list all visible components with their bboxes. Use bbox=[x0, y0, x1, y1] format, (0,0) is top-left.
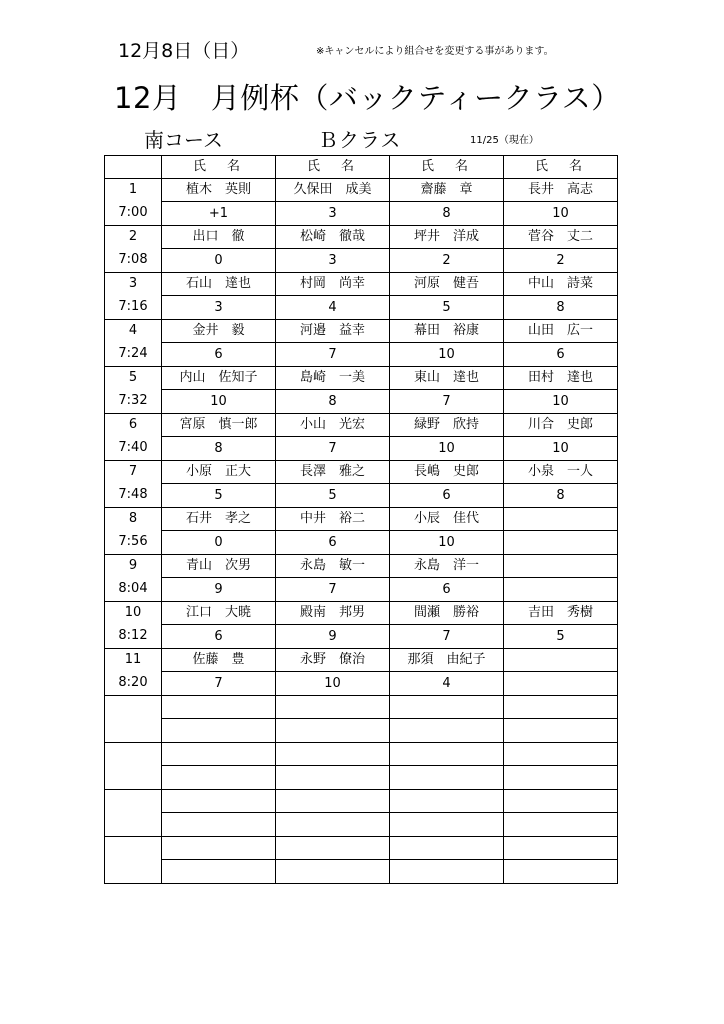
player-handicap: 4 bbox=[390, 672, 504, 696]
player-handicap bbox=[504, 860, 618, 884]
tee-time bbox=[105, 860, 162, 884]
player-name bbox=[390, 743, 504, 766]
player-handicap: 5 bbox=[390, 296, 504, 320]
group-row-handicaps bbox=[105, 860, 618, 884]
player-handicap bbox=[162, 719, 276, 743]
player-name: 川合 史郎 bbox=[504, 414, 618, 437]
player-name bbox=[504, 743, 618, 766]
group-row-handicaps bbox=[105, 766, 618, 790]
group-row-handicaps bbox=[105, 672, 618, 696]
name-header: 氏 名 bbox=[504, 156, 618, 179]
tee-time: 7:00 bbox=[105, 202, 162, 226]
player-handicap: 6 bbox=[162, 343, 276, 367]
player-name: 山田 広一 bbox=[504, 320, 618, 343]
player-name bbox=[276, 743, 390, 766]
tee-time bbox=[105, 719, 162, 743]
group-row-names bbox=[105, 743, 618, 766]
group-row-handicaps bbox=[105, 296, 618, 320]
tee-time: 8:12 bbox=[105, 625, 162, 649]
tee-time: 7:24 bbox=[105, 343, 162, 367]
player-handicap bbox=[276, 813, 390, 837]
player-handicap: 10 bbox=[276, 672, 390, 696]
player-name bbox=[504, 696, 618, 719]
player-name: 中井 裕二 bbox=[276, 508, 390, 531]
group-number: 3 bbox=[105, 273, 162, 296]
group-header-cell bbox=[105, 156, 162, 179]
group-number: 2 bbox=[105, 226, 162, 249]
player-name: 小原 正大 bbox=[162, 461, 276, 484]
player-name: 植木 英則 bbox=[162, 179, 276, 202]
player-handicap bbox=[390, 766, 504, 790]
group-number: 1 bbox=[105, 179, 162, 202]
player-name: 佐藤 豊 bbox=[162, 649, 276, 672]
player-name: 青山 次男 bbox=[162, 555, 276, 578]
player-name: 村岡 尚幸 bbox=[276, 273, 390, 296]
player-name bbox=[162, 743, 276, 766]
player-name bbox=[162, 790, 276, 813]
player-handicap: 5 bbox=[162, 484, 276, 508]
player-handicap: 3 bbox=[162, 296, 276, 320]
as-of-date: 11/25（現在） bbox=[470, 135, 539, 146]
group-row-names bbox=[105, 179, 618, 202]
player-name: 小泉 一人 bbox=[504, 461, 618, 484]
group-number bbox=[105, 790, 162, 813]
tee-time: 7:40 bbox=[105, 437, 162, 461]
player-name: 石井 孝之 bbox=[162, 508, 276, 531]
player-handicap bbox=[390, 719, 504, 743]
group-number: 5 bbox=[105, 367, 162, 390]
tee-time: 7:16 bbox=[105, 296, 162, 320]
tee-time: 7:56 bbox=[105, 531, 162, 555]
player-name: 緑野 欣持 bbox=[390, 414, 504, 437]
group-row-names bbox=[105, 602, 618, 625]
player-handicap bbox=[504, 672, 618, 696]
player-name: 石山 達也 bbox=[162, 273, 276, 296]
group-row-handicaps bbox=[105, 578, 618, 602]
player-name: 坪井 洋成 bbox=[390, 226, 504, 249]
event-date: 12月8日（日） bbox=[118, 40, 250, 62]
group-row-handicaps bbox=[105, 625, 618, 649]
player-handicap bbox=[162, 860, 276, 884]
name-header: 氏 名 bbox=[162, 156, 276, 179]
group-row-names bbox=[105, 555, 618, 578]
group-number: 9 bbox=[105, 555, 162, 578]
group-row-handicaps bbox=[105, 202, 618, 226]
group-row-handicaps bbox=[105, 249, 618, 273]
group-number: 7 bbox=[105, 461, 162, 484]
group-number bbox=[105, 837, 162, 860]
group-number: 6 bbox=[105, 414, 162, 437]
player-handicap: 9 bbox=[276, 625, 390, 649]
player-name bbox=[390, 790, 504, 813]
player-handicap bbox=[390, 860, 504, 884]
player-handicap bbox=[504, 719, 618, 743]
player-handicap bbox=[276, 860, 390, 884]
group-row-names bbox=[105, 837, 618, 860]
player-name: 長嶋 史郎 bbox=[390, 461, 504, 484]
player-handicap: 3 bbox=[276, 249, 390, 273]
table-header-row bbox=[105, 156, 618, 179]
player-handicap bbox=[504, 813, 618, 837]
player-handicap bbox=[390, 813, 504, 837]
player-handicap bbox=[504, 531, 618, 555]
tee-time: 8:20 bbox=[105, 672, 162, 696]
player-handicap: 0 bbox=[162, 531, 276, 555]
group-number: 4 bbox=[105, 320, 162, 343]
player-name: 齋藤 章 bbox=[390, 179, 504, 202]
group-row-handicaps bbox=[105, 343, 618, 367]
player-handicap: 10 bbox=[162, 390, 276, 414]
player-handicap bbox=[162, 813, 276, 837]
group-number: 10 bbox=[105, 602, 162, 625]
player-handicap: 6 bbox=[390, 578, 504, 602]
player-name: 宮原 慎一郎 bbox=[162, 414, 276, 437]
player-name: 間瀬 勝裕 bbox=[390, 602, 504, 625]
player-handicap: +1 bbox=[162, 202, 276, 226]
player-handicap bbox=[162, 766, 276, 790]
group-row-handicaps bbox=[105, 390, 618, 414]
player-handicap: 7 bbox=[276, 437, 390, 461]
player-name: 内山 佐知子 bbox=[162, 367, 276, 390]
player-name bbox=[504, 790, 618, 813]
player-handicap: 9 bbox=[162, 578, 276, 602]
group-number: 8 bbox=[105, 508, 162, 531]
player-handicap: 8 bbox=[162, 437, 276, 461]
player-name bbox=[390, 837, 504, 860]
name-header: 氏 名 bbox=[276, 156, 390, 179]
name-header: 氏 名 bbox=[390, 156, 504, 179]
player-name: 長澤 雅之 bbox=[276, 461, 390, 484]
player-name bbox=[504, 508, 618, 531]
cancellation-note: ※キャンセルにより組合せを変更する事があります。 bbox=[316, 46, 554, 57]
player-name bbox=[276, 790, 390, 813]
class-name: Ｂクラス bbox=[318, 128, 402, 152]
player-handicap: 5 bbox=[504, 625, 618, 649]
player-handicap: 7 bbox=[162, 672, 276, 696]
player-handicap bbox=[504, 766, 618, 790]
group-row-handicaps bbox=[105, 813, 618, 837]
player-name: 永野 僚治 bbox=[276, 649, 390, 672]
group-row-names bbox=[105, 649, 618, 672]
player-handicap: 5 bbox=[276, 484, 390, 508]
player-handicap: 2 bbox=[390, 249, 504, 273]
group-row-names bbox=[105, 461, 618, 484]
tee-time: 8:04 bbox=[105, 578, 162, 602]
pairings-table bbox=[104, 155, 618, 884]
player-name bbox=[504, 837, 618, 860]
player-name bbox=[162, 696, 276, 719]
player-name: 河邉 益幸 bbox=[276, 320, 390, 343]
tee-time bbox=[105, 813, 162, 837]
group-row-names bbox=[105, 790, 618, 813]
group-row-names bbox=[105, 414, 618, 437]
player-name: 中山 詩菜 bbox=[504, 273, 618, 296]
player-handicap bbox=[504, 578, 618, 602]
tee-time bbox=[105, 766, 162, 790]
player-name: 長井 高志 bbox=[504, 179, 618, 202]
group-row-names bbox=[105, 696, 618, 719]
player-handicap: 10 bbox=[504, 437, 618, 461]
player-handicap: 2 bbox=[504, 249, 618, 273]
player-name: 河原 健吾 bbox=[390, 273, 504, 296]
group-row-names bbox=[105, 367, 618, 390]
player-name: 永島 敏一 bbox=[276, 555, 390, 578]
page-title: 12月 月例杯（バックティークラス） bbox=[114, 81, 621, 115]
player-handicap bbox=[276, 719, 390, 743]
player-name: 幕田 裕康 bbox=[390, 320, 504, 343]
player-handicap: 10 bbox=[390, 343, 504, 367]
player-name bbox=[504, 649, 618, 672]
player-handicap: 7 bbox=[276, 578, 390, 602]
player-handicap: 7 bbox=[276, 343, 390, 367]
group-number bbox=[105, 743, 162, 766]
player-handicap: 6 bbox=[276, 531, 390, 555]
player-handicap: 8 bbox=[276, 390, 390, 414]
player-name: 田村 達也 bbox=[504, 367, 618, 390]
player-handicap: 7 bbox=[390, 625, 504, 649]
tee-time: 7:32 bbox=[105, 390, 162, 414]
group-row-handicaps bbox=[105, 484, 618, 508]
player-name: 金井 毅 bbox=[162, 320, 276, 343]
player-name: 永島 洋一 bbox=[390, 555, 504, 578]
group-row-handicaps bbox=[105, 719, 618, 743]
player-handicap: 8 bbox=[390, 202, 504, 226]
player-name: 久保田 成美 bbox=[276, 179, 390, 202]
player-name: 出口 徹 bbox=[162, 226, 276, 249]
player-handicap: 6 bbox=[390, 484, 504, 508]
player-name bbox=[390, 696, 504, 719]
player-handicap: 10 bbox=[390, 437, 504, 461]
player-handicap bbox=[276, 766, 390, 790]
player-name: 島崎 一美 bbox=[276, 367, 390, 390]
player-name bbox=[276, 837, 390, 860]
tee-time: 7:48 bbox=[105, 484, 162, 508]
player-name: 江口 大暁 bbox=[162, 602, 276, 625]
player-handicap: 10 bbox=[390, 531, 504, 555]
player-handicap: 8 bbox=[504, 296, 618, 320]
player-handicap: 10 bbox=[504, 390, 618, 414]
player-handicap: 7 bbox=[390, 390, 504, 414]
player-name: 松崎 徹哉 bbox=[276, 226, 390, 249]
player-handicap: 6 bbox=[162, 625, 276, 649]
player-handicap: 10 bbox=[504, 202, 618, 226]
group-row-names bbox=[105, 273, 618, 296]
group-row-names bbox=[105, 226, 618, 249]
player-handicap: 0 bbox=[162, 249, 276, 273]
player-name: 吉田 秀樹 bbox=[504, 602, 618, 625]
player-handicap: 3 bbox=[276, 202, 390, 226]
tee-time: 7:08 bbox=[105, 249, 162, 273]
group-row-handicaps bbox=[105, 531, 618, 555]
player-handicap: 6 bbox=[504, 343, 618, 367]
player-name: 殿南 邦男 bbox=[276, 602, 390, 625]
player-name: 東山 達也 bbox=[390, 367, 504, 390]
group-number: 11 bbox=[105, 649, 162, 672]
player-name: 菅谷 丈二 bbox=[504, 226, 618, 249]
player-name: 小辰 佳代 bbox=[390, 508, 504, 531]
pairings-body bbox=[105, 179, 618, 884]
group-row-handicaps bbox=[105, 437, 618, 461]
player-name: 那須 由紀子 bbox=[390, 649, 504, 672]
player-name bbox=[162, 837, 276, 860]
player-name bbox=[276, 696, 390, 719]
player-name: 小山 光宏 bbox=[276, 414, 390, 437]
player-name bbox=[504, 555, 618, 578]
course-name: 南コース bbox=[144, 128, 223, 152]
group-row-names bbox=[105, 320, 618, 343]
player-handicap: 4 bbox=[276, 296, 390, 320]
group-row-names bbox=[105, 508, 618, 531]
player-handicap: 8 bbox=[504, 484, 618, 508]
group-number bbox=[105, 696, 162, 719]
